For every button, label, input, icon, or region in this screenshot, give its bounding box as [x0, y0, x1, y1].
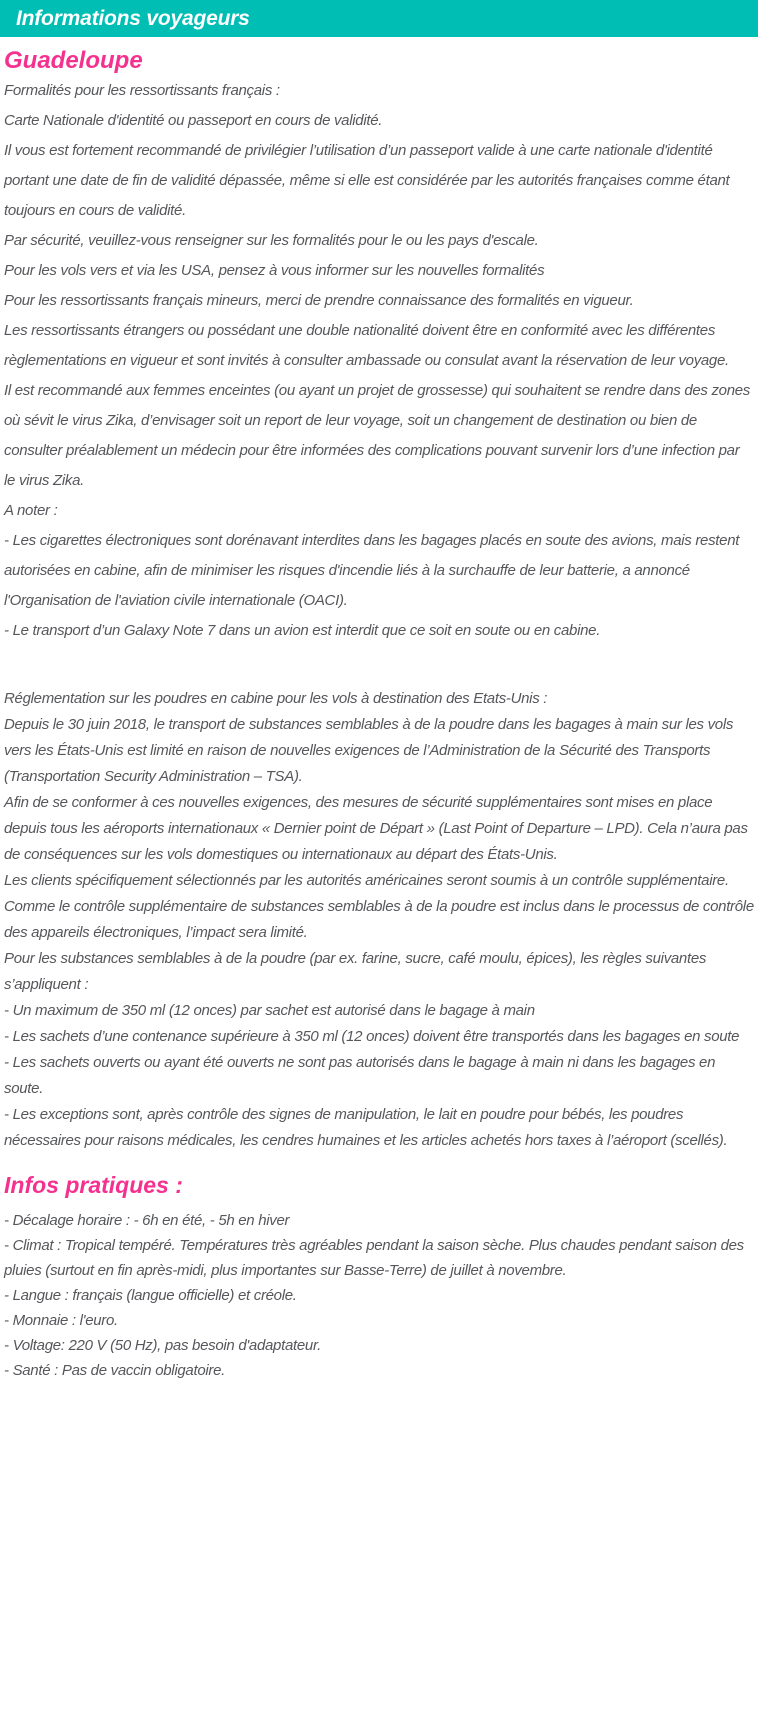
minors-notice: Pour les ressortissants français mineurs, merci de prendre connaissance des formalités en vigueur. [4, 292, 634, 309]
regulation-line: Depuis le 30 juin 2018, le transport de substances semblables à de la poudre dans les bagages à main sur les vols vers les États-Unis est limité en raison de nouvelles exigences de l’Administration de la Sécurité des Transports (Transportation Security Administration – TSA). [4, 716, 734, 785]
zika-warning: Il est recommandé aux femmes enceintes (ou ayant un projet de grossesse) qui souhaitent se rendre dans des zones où sévit le virus Zika, d’envisager soit un report de leur voyage, soit un changement de destination ou bien de consulter préalablement un médecin pour être informées des complications pouvant survenir lors d’une infection par le virus Zika. [4, 382, 751, 489]
regulation-rule: - Les exceptions sont, après contrôle des signes de manipulation, le lait en poudre pour bébés, les poudres nécessaires pour raisons médicales, les cendres humaines et les articles achetés hors taxes à l’aéroport (scellés). [4, 1106, 728, 1149]
traveler-info-header [0, 0, 758, 37]
info-item-health: - Santé : Pas de vaccin obligatoire. [4, 1362, 225, 1379]
note-label: A noter : [4, 502, 58, 519]
regulation-line: Afin de se conformer à ces nouvelles exigences, des mesures de sécurité supplémentaires sont mises en place depuis tous les aéroports internationaux « Dernier point de Départ » (Last Point of Departure – LPD). Cela n’aura pas de conséquences sur les vols domestiques ou internationaux au départ des États-Unis. [4, 794, 748, 863]
regulation-title: Réglementation sur les poudres en cabine pour les vols à destination des Etats-Unis : [4, 690, 548, 707]
info-item-voltage: - Voltage: 220 V (50 Hz), pas besoin d'adaptateur. [4, 1337, 321, 1354]
practical-info-list [4, 1208, 754, 1383]
regulation-rule: - Les sachets d’une contenance supérieure à 350 ml (12 onces) doivent être transportés dans les bagages en soute [4, 1028, 740, 1045]
passport-recommendation: Il vous est fortement recommandé de privilégier l’utilisation d’un passeport valide à une carte nationale d'identité portant une date de fin de validité dépassée, même si elle est considérée par les autorités françaises comme étant toujours en cours de validité. [4, 142, 730, 219]
stopover-notice: Par sécurité, veuillez-vous renseigner sur les formalités pour le ou les pays d'escale. [4, 232, 539, 249]
usa-formalities-notice: Pour les vols vers et via les USA, pensez à vous informer sur les nouvelles formalités [4, 262, 545, 279]
regulation-rule: - Un maximum de 350 ml (12 onces) par sachet est autorisé dans le bagage à main [4, 1002, 535, 1019]
info-item-currency: - Monnaie : l'euro. [4, 1312, 118, 1329]
info-item-language: - Langue : français (langue officielle) et créole. [4, 1287, 297, 1304]
regulation-rule: - Les sachets ouverts ou ayant été ouverts ne sont pas autorisés dans le bagage à main ni dans les bagages en soute. [4, 1054, 716, 1097]
id-requirement: Carte Nationale d'identité ou passeport en cours de validité. [4, 112, 383, 129]
powder-regulation-block [4, 686, 754, 1154]
formalities-intro: Formalités pour les ressortissants français : [4, 82, 280, 99]
info-item-timezone: - Décalage horaire : - 6h en été, - 5h en hiver [4, 1212, 290, 1229]
foreign-nationals-notice: Les ressortissants étrangers ou possédant une double nationalité doivent être en conformité avec les différentes règlementations en vigueur et sont invités à consulter ambassade ou consulat avant la réservation de leur voyage. [4, 322, 729, 369]
regulation-line: Les clients spécifiquement sélectionnés par les autorités américaines seront soumis à un contrôle supplémentaire. [4, 872, 729, 889]
ecigarette-rule: - Les cigarettes électroniques sont dorénavant interdites dans les bagages placés en soute des avions, mais restent autorisées en cabine, afin de minimiser les risques d'incendie liés à la surchauffe de leur batterie, a annoncé l'Organisation de l'aviation civile internationale (OACI). [4, 532, 740, 609]
regulation-line: Comme le contrôle supplémentaire de substances semblables à de la poudre est inclus dans le processus de contrôle des appareils électroniques, l’impact sera limité. [4, 898, 754, 941]
regulation-line: Pour les substances semblables à de la poudre (par ex. farine, sucre, café moulu, épices), les règles suivantes s’appliquent : [4, 950, 707, 993]
page-content [0, 46, 758, 1393]
header-title: Informations voyageurs [16, 6, 250, 30]
practical-info-title: Infos pratiques : [4, 1172, 183, 1198]
galaxy-note7-rule: - Le transport d’un Galaxy Note 7 dans un avion est interdit que ce soit en soute ou en cabine. [4, 622, 601, 639]
info-item-climate: - Climat : Tropical tempéré. Températures très agréables pendant la saison sèche. Plus chaudes pendant saison des pluies (surtout en fin après-midi, plus importantes sur Basse-Terre) de juillet à novembre. [4, 1237, 744, 1279]
destination-title: Guadeloupe [4, 47, 143, 74]
